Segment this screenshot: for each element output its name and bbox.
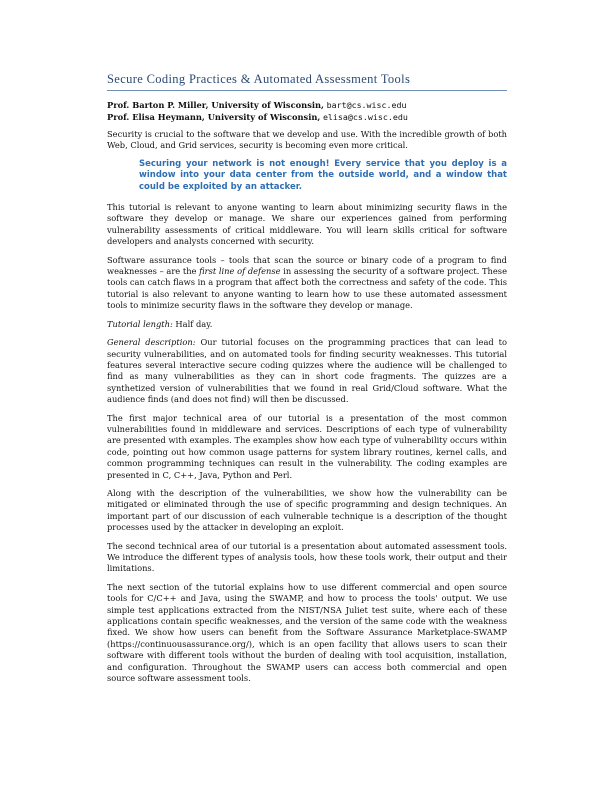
document-page — [107, 66, 507, 691]
author-email[interactable]: elisa@cs.wisc.edu — [322, 111, 408, 122]
sat-emphasis: first line of defense — [199, 266, 281, 277]
author-email[interactable]: bart@cs.wisc.edu — [326, 100, 407, 110]
tutorial-length-label: Tutorial length: — [107, 318, 173, 329]
tools-section-paragraph: The next section of the tutorial explains how to use different commercial and open source tools for C/C++ and Java, using the SWAMP, and how to process the tools' output. We use simple test applications extracted from the NIST/NSA Juliet test suite, where each of these applications contain specific weaknesses, and the version of the same code with the weakness fixed. We show how users can benefit from the Software Assurance Marketplace-SWAMP (https://continuousassurance.org/), which is an open facility that allows users to scan their software with different tools without the burden of dealing with tool acquisition, installation, and configuration. Throughout the SWAMP users can access both commercial and open source software assessment tools. — [107, 581, 507, 684]
author-line — [107, 112, 507, 124]
author-line — [107, 100, 507, 112]
callout-quote: Securing your network is not enough! Every service that you deploy is a window into your data center from the outside world, and a window that could be exploited by an attacker. — [139, 158, 507, 192]
mitigation-paragraph: Along with the description of the vulnerabilities, we show how the vulnerability can be mitigated or eliminated through the use of specific programming and design techniques. An important part of our discussion of each vulnerable technique is a description of the thought processes used by the attacker in developing an exploit. — [107, 487, 507, 533]
second-area-paragraph: The second technical area of our tutorial is a presentation about automated assessment tools. We introduce the different types of analysis tools, how these tools work, their output and their limitations. — [107, 540, 507, 574]
author-list — [107, 100, 507, 123]
tutorial-length — [107, 319, 507, 330]
author-name: Prof. Barton P. Miller, University of Wisconsin, — [107, 100, 324, 110]
general-description-text: Our tutorial focuses on the programming practices that can lead to security vulnerabilities, and on automated tools for finding security weaknesses. This tutorial features several interactive secure coding quizzes where the audience will be challenged to find as many vulnerabilities as they can in short code fragments. The quizzes are a synthetized version of vulnerabilities that we found in real Grid/Cloud software. What the audience finds (and does not find) will then be discussed. — [107, 337, 507, 405]
sat-text-end: in assessing the security of a software project. These tools can catch flaws in a program that affect both the correctness and safety of the code. This tutorial is also relevant to anyone wanting to learn how to use these automated assessment tools to minimize security flaws in the software they develop or manage. — [107, 266, 507, 311]
first-area-paragraph: The first major technical area of our tutorial is a presentation of the most common vulnerabilities found in middleware and services. Descriptions of each type of vulnerability are presented with examples. The examples show how each type of vulnerability occurs within code, pointing out how common usage patterns for system library routines, kernel calls, and common programming techniques can result in the vulnerability. The coding examples are presented in C, C++, Java, Python and Perl. — [107, 412, 507, 480]
software-assurance-paragraph — [107, 255, 507, 312]
sat-text-start: Software assurance tools – tools that scan the source or binary code of a program to find weaknesses – are the — [107, 254, 507, 277]
tutorial-length-value: Half day. — [172, 318, 213, 329]
document-title: Secure Coding Practices & Automated Assessment Tools — [107, 72, 507, 91]
intro-paragraph: Security is crucial to the software that we develop and use. With the incredible growth of both Web, Cloud, and Grid services, security is becoming even more critical. — [107, 129, 507, 151]
general-description-label: General description: — [107, 337, 196, 348]
general-description — [107, 337, 507, 405]
author-name: Prof. Elisa Heymann, University of Wisconsin, — [107, 111, 321, 122]
relevance-paragraph: This tutorial is relevant to anyone wanting to learn about minimizing security flaws in the software they develop or manage. We share our experiences gained from performing vulnerability assessments of critical middleware. You will learn skills critical for software developers and analysts concerned with security. — [107, 202, 507, 247]
